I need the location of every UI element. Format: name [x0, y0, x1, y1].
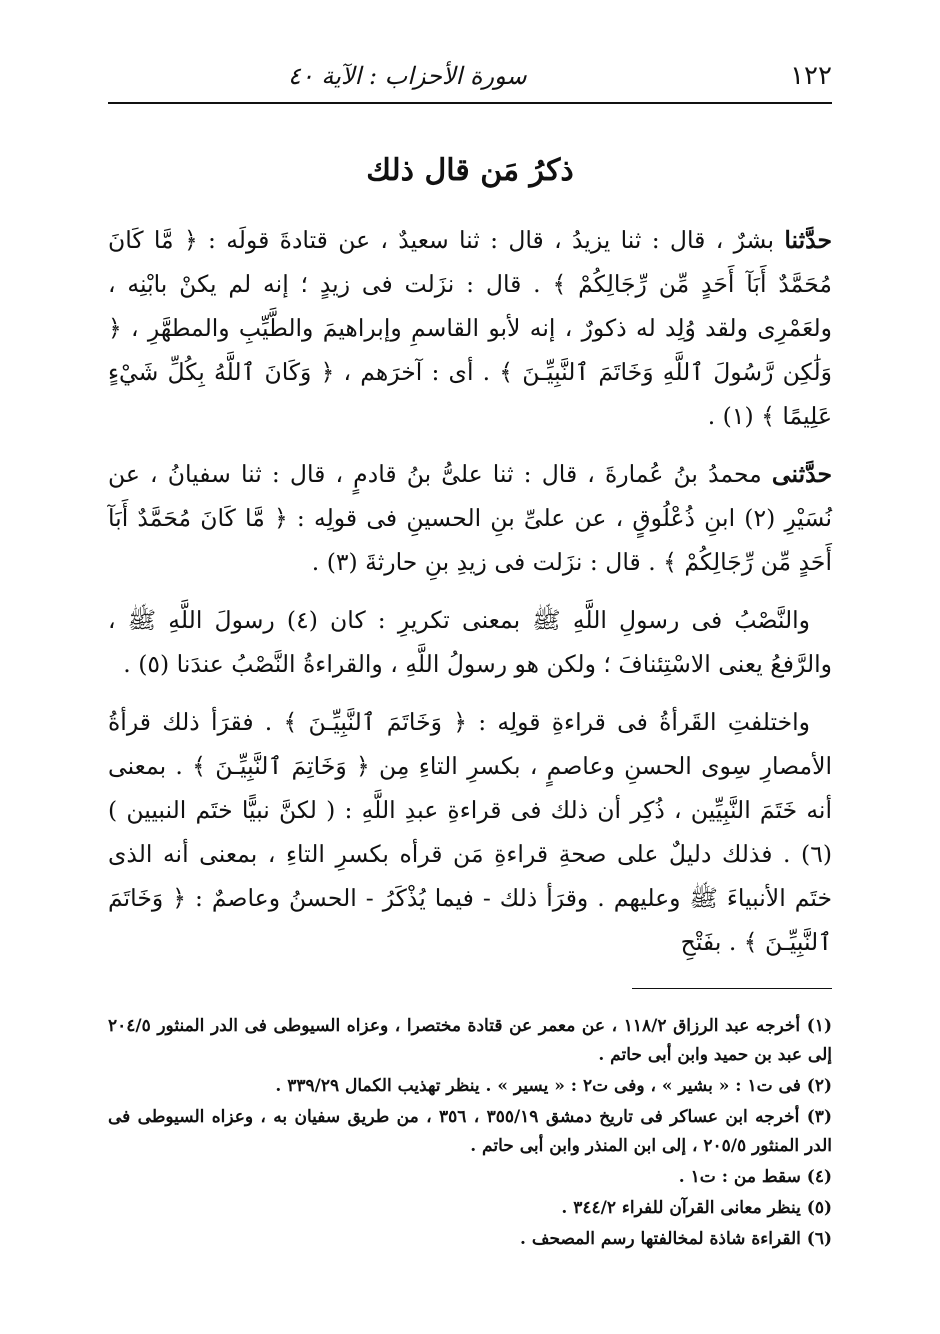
paragraph-text: واختلفتِ القَرأةُ فى قراءةِ قولِه : ﴿ وَخَاتَمَ ٱلنَّبِيِّـنَ ﴾ . فقرَأ ذلك قرأةُ الأمصارِ سِوى الحسنِ وعاصمٍ ، بكسرِ التاءِ مِن ﴿ وَخَاتِمَ ٱلنَّبِيِّـنَ ﴾ . بمعنى أنه خَتَمَ النَّبِيِّين ، ذُكِر أن ذلك فى قراءةِ عبدِ اللَّهِ : ( لكنَّ نبيًّا ختَم النبيين ) (٦) . فذلك دليلٌ على صحةِ قراءةِ مَن قرأه بكسرِ التاءِ ، بمعنى أنه الذى ختَم الأنبياءَ ﷺ وعليهم . وقرَأ ذلك - فيما يُذْكَرُ - الحسنُ وعاصمٌ : ﴿ وَخَاتَمَ ٱلنَّبِيِّـنَ ﴾ . بفَتْحِ	[108, 708, 832, 956]
paragraph-lead: حدَّثنى	[771, 460, 832, 488]
footnote: (٦) القراءة شاذة لمخالفتها رسم المصحف .	[520, 1229, 832, 1249]
paragraph-text: والنَّصْبُ فى رسولِ اللَّهِ ﷺ بمعنى تكريرِ : كان (٤) رسولَ اللَّهِ ﷺ ، والرَّفعُ يعنى الاسْتِئنافَ ؛ ولكن هو رسولُ اللَّهِ ، والقراءةُ النَّصْبُ عندَنا (٥) .	[108, 606, 832, 678]
footnote: (٣) أخرجه ابن عساكر فى تاريخ دمشق ٣٥٥/١٩ ، ٣٥٦ ، من طريق سفيان به ، وعزاه السيوطى فى الدر المنثور ٢٠٥/٥ ، إلى ابن المنذر وابن أبى حاتم .	[108, 1107, 832, 1156]
footnote: (٥) ينظر معانى القرآن للفراء ٣٤٤/٢ .	[561, 1198, 832, 1218]
footnotes	[108, 1012, 832, 1256]
page-number: ١٢٢	[790, 61, 832, 91]
paragraph	[108, 218, 832, 438]
footnote: (٤) سقط من : ت١ .	[678, 1167, 832, 1187]
running-head: سورة الأحزاب : الآية ٤٠	[288, 62, 527, 90]
header-rule	[108, 102, 832, 104]
main-text	[108, 218, 832, 978]
paragraph	[108, 700, 832, 964]
paragraph	[108, 598, 832, 686]
paragraph-text: محمدُ بنُ عُمارةَ ، قال : ثنا علىُّ بنُ قادمٍ ، قال : ثنا سفيانُ ، عن نُسَيْرِ (٢) ابنِ ذُعْلُوقٍ ، عن علىِّ بنِ الحسينِ فى قولِه : ﴿ مَّا كَانَ مُحَمَّدٌ أَبَآ أَحَدٍ مِّن رِّجَالِكُمْ ﴾ . قال : نزَلت فى زيدِ بنِ حارثةَ (٣) .	[108, 460, 833, 576]
footnote-rule	[632, 988, 832, 989]
paragraph-text: بشرٌ ، قال : ثنا يزيدُ ، قال : ثنا سعيدٌ ، عن قتادةَ قولَه : ﴿ مَّا كَانَ مُحَمَّدٌ أَبَآ أَحَدٍ مِّن رِّجَالِكُمْ ﴾ . قال : نزَلت فى زيدٍ ؛ إنه لم يكنْ بابْنِه ، ولعَمْرِى ولقد وُلِد له ذكورٌ ، إنه لأبو القاسمِ وإبراهيمَ والطَّيِّبِ والمطهَّرِ ، ﴿ وَلَٰكِن رَّسُولَ ٱللَّهِ وَخَاتَمَ ٱلنَّبِيِّـنَ ﴾ . أى : آخرَهم ، ﴿ وَكَانَ ٱللَّهُ بِكُلِّ شَيْءٍ عَلِيمًا ﴾ (١) .	[108, 226, 832, 430]
footnote: (٢) فى ت١ : « بشير » ، وفى ت٢ : « يسير » . ينظر تهذيب الكمال ٣٣٩/٢٩ .	[275, 1076, 832, 1096]
paragraph-lead: حدَّثنا	[784, 226, 832, 254]
footnote: (١) أخرجه عبد الرزاق ١١٨/٢ ، عن معمر عن قتادة مختصرا ، وعزاه السيوطى فى الدر المنثور ٢٠٤/٥ إلى عبد بن حميد وابن أبى حاتم .	[108, 1016, 832, 1065]
section-title: ذكرُ مَن قال ذلك	[366, 153, 574, 188]
page-header	[108, 58, 832, 94]
paragraph	[108, 452, 832, 584]
